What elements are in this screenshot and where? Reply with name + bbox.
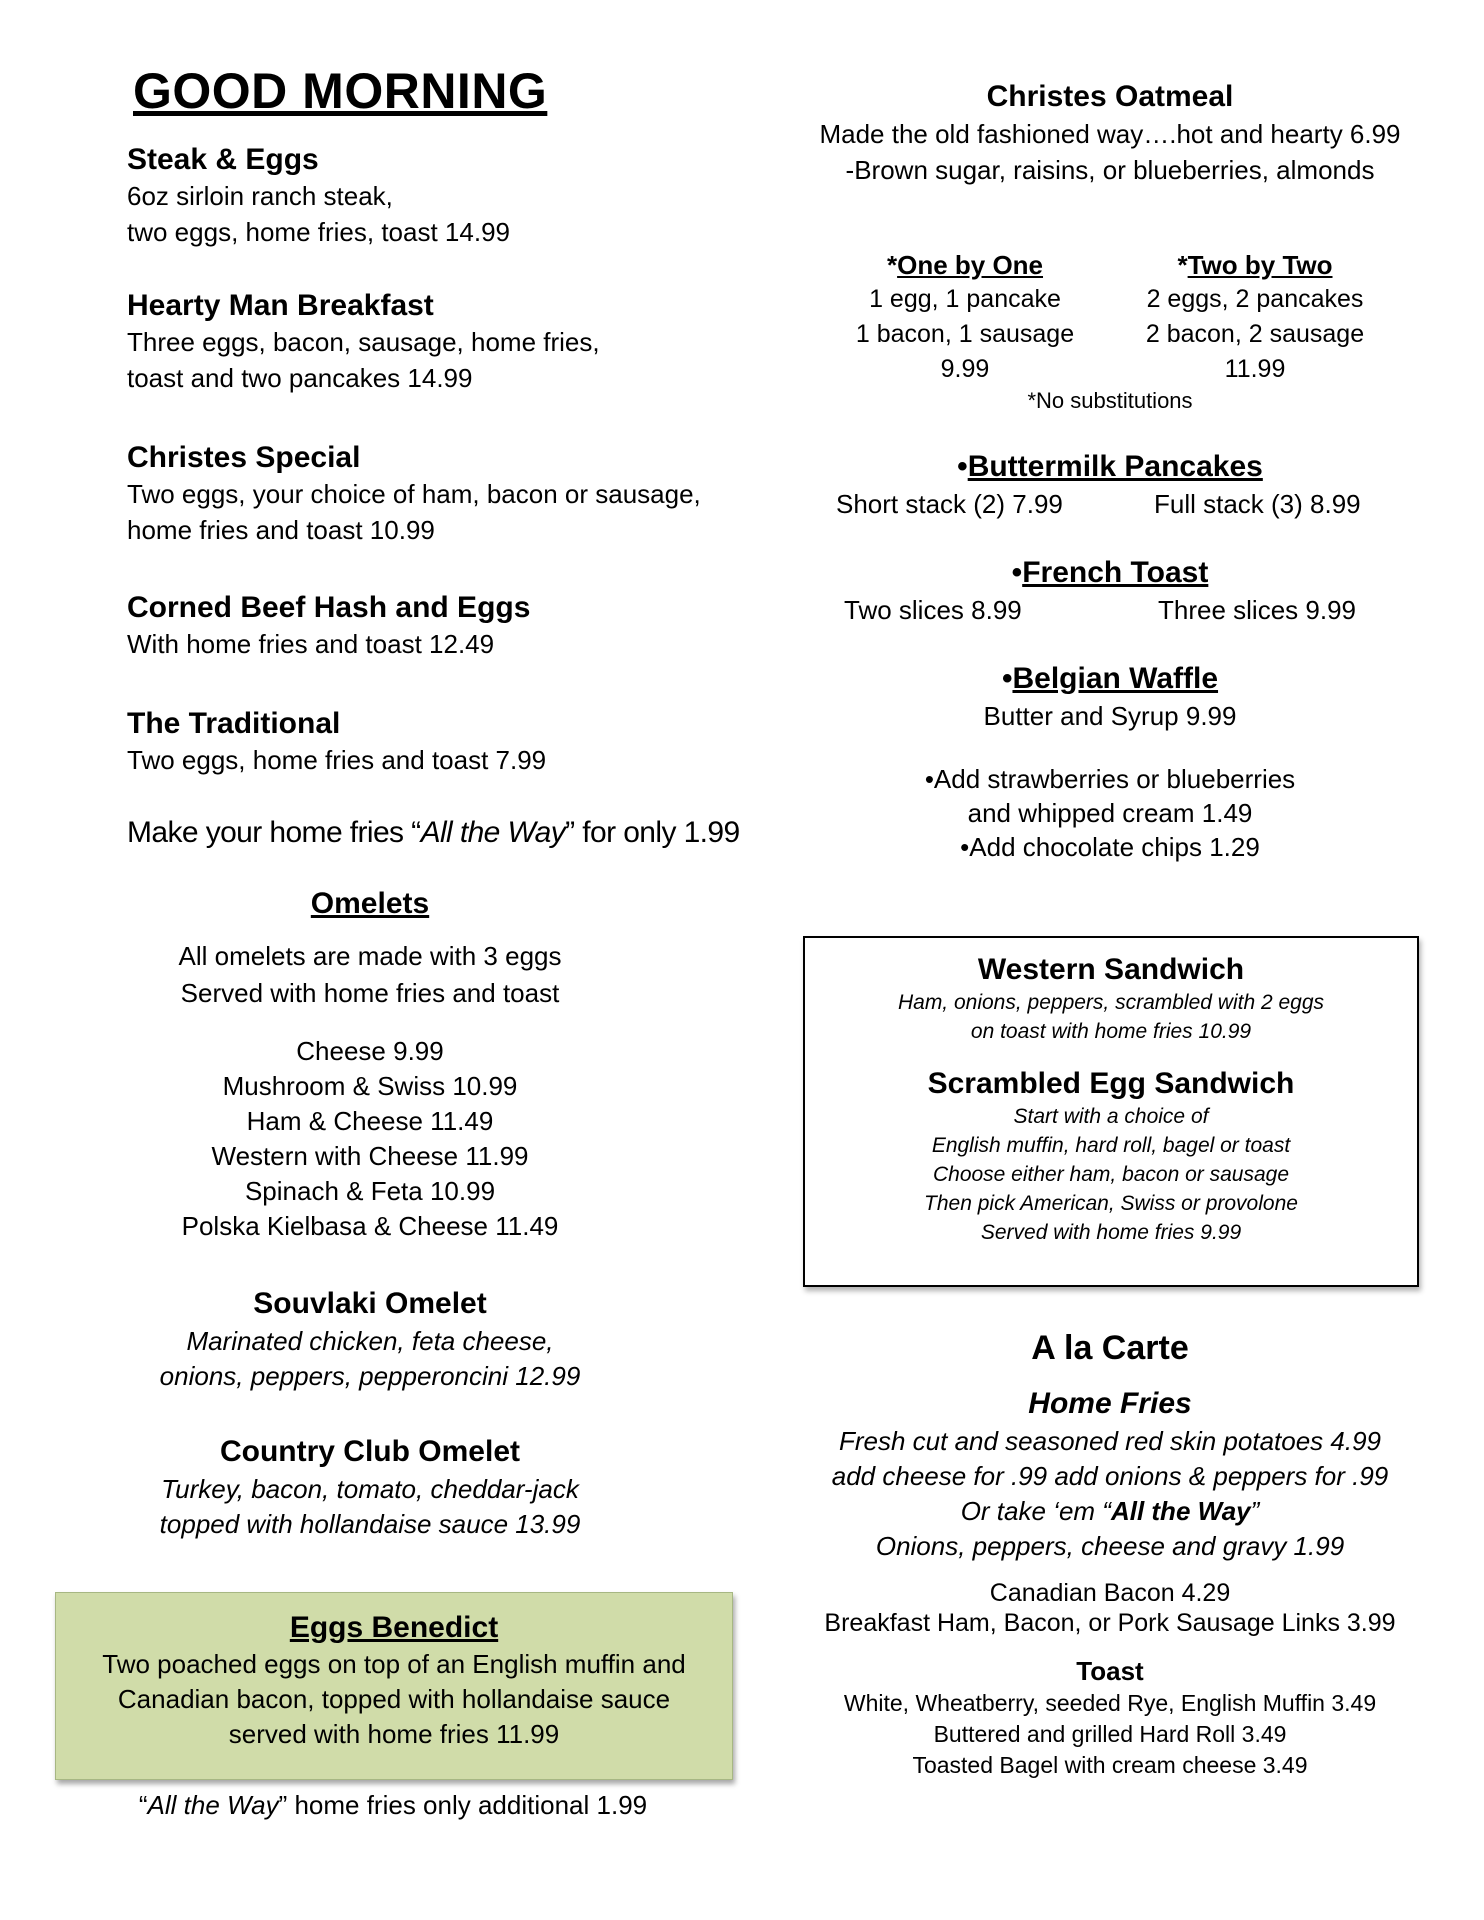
home-fries-line: Fresh cut and seasoned red skin potatoes 4.99 [838,1426,1381,1456]
fries-text: Or take ‘em “ [960,1496,1111,1526]
note-text: “ [138,1790,148,1820]
item-name: The Traditional [127,707,341,740]
item-desc: home fries and toast 10.99 [127,515,435,545]
note-emphasis: All the Way [147,1790,279,1820]
item-name: French Toast [1022,556,1209,589]
combo-price: 11.99 [1224,355,1286,383]
note-emphasis: All the Way [420,816,566,849]
fries-text: ” [1250,1496,1260,1526]
bullet: • [1011,556,1023,589]
item-desc: Ham, onions, peppers, scrambled with 2 eggs [897,991,1325,1014]
combo-star: * [1177,250,1188,280]
home-fries-upgrade-note [127,816,740,850]
item-desc: Turkey, bacon, tomato, cheddar-jack [161,1474,579,1504]
combo-name: One by One [897,250,1044,280]
price-option: Short stack (2) 7.99 [836,489,1063,519]
eggs-benedict-box [55,1592,733,1780]
combo-line: 2 eggs, 2 pancakes [1146,285,1364,313]
buttermilk-pancakes [800,448,1420,522]
omelet-item: Polska Kielbasa & Cheese 11.49 [181,1211,559,1241]
note-text: Make your home fries “ [127,816,421,849]
item-name: Western Sandwich [977,953,1245,986]
item-desc: 6oz sirloin ranch steak, [127,181,393,211]
item-desc: With home fries and toast 12.49 [127,629,495,659]
item-desc: Three eggs, bacon, sausage, home fries, [127,327,600,357]
item-desc: Start with a choice of [1013,1105,1209,1128]
bullet: • [1001,662,1013,695]
combo-line: 2 bacon, 2 sausage [1145,320,1365,348]
item-desc: -Brown sugar, raisins, or blueberries, almonds [845,155,1375,185]
price-option: Full stack (3) 8.99 [1154,489,1361,519]
waffle-addons [800,762,1420,864]
item-desc: onions, peppers, pepperoncini 12.99 [159,1361,581,1391]
item-name: Christes Oatmeal [986,80,1234,113]
item-desc: topped with hollandaise sauce 13.99 [159,1509,581,1539]
item-name: Corned Beef Hash and Eggs [127,591,531,624]
combo-line: 1 egg, 1 pancake [869,285,1061,313]
note-text: ” for only 1.99 [565,816,740,849]
a-la-carte-section [800,1328,1420,1781]
item-name: Steak & Eggs [127,143,319,176]
oatmeal-section [800,78,1420,188]
omelet-item: Cheese 9.99 [296,1036,444,1066]
toast-line: Toasted Bagel with cream cheese 3.49 [912,1752,1308,1778]
omelet-item: Western with Cheese 11.99 [211,1141,529,1171]
toast-line: White, Wheatberry, seeded Rye, English Muffin 3.49 [843,1690,1377,1716]
omelet-item: Mushroom & Swiss 10.99 [222,1071,518,1101]
addon-line: •Add chocolate chips 1.29 [960,832,1260,862]
omelet-item: Ham & Cheese 11.49 [246,1106,494,1136]
omelets-list [120,1034,620,1244]
item-desc: Choose either ham, bacon or sausage [932,1163,1290,1186]
intro-line: All omelets are made with 3 eggs [178,941,562,971]
note-text: ” home fries only additional 1.99 [278,1790,648,1820]
country-club-omelet [120,1432,620,1542]
bullet: • [957,450,968,483]
omelets-heading: Omelets [310,887,430,920]
combo-one-by-one [815,248,1115,387]
benedict-fries-note [55,1790,731,1821]
item-name: Country Club Omelet [219,1435,520,1468]
item-name: Christes Special [127,441,361,474]
item-desc: English muffin, hard roll, bagel or toast [931,1134,1291,1157]
omelet-item: Spinach & Feta 10.99 [244,1176,496,1206]
home-fries-heading: Home Fries [1028,1387,1192,1420]
item-name: Buttermilk Pancakes [967,450,1263,483]
item-desc: Butter and Syrup 9.99 [983,701,1237,731]
addon-line: and whipped cream 1.49 [967,798,1253,828]
toast-heading: Toast [1076,1656,1144,1686]
fries-emphasis: All the Way [1110,1496,1251,1526]
home-fries-line: Onions, peppers, cheese and gravy 1.99 [875,1531,1345,1561]
item-name: Hearty Man Breakfast [127,289,434,322]
belgian-waffle [800,660,1420,734]
meat-side-line: Breakfast Ham, Bacon, or Pork Sausage Links 3.99 [824,1609,1396,1637]
item-desc: toast and two pancakes 14.99 [127,363,473,393]
home-fries-line: add cheese for .99 add onions & peppers for .99 [831,1461,1389,1491]
a-la-carte-heading: A la Carte [1031,1329,1189,1367]
menu-title: GOOD MORNING [133,63,548,119]
menu-item-traditional [127,706,546,778]
item-desc: served with home fries 11.99 [228,1719,560,1749]
item-name: Scrambled Egg Sandwich [927,1067,1295,1100]
sandwiches-box [803,936,1419,1287]
combo-star: * [886,250,898,280]
no-substitutions-note: *No substitutions [1027,388,1193,413]
home-fries-line [800,1494,1420,1529]
item-desc: Two poached eggs on top of an English muffin and [102,1649,686,1679]
item-desc: Canadian bacon, topped with hollandaise sauce [117,1684,671,1714]
western-sandwich [805,952,1417,1046]
scrambled-egg-sandwich [805,1066,1417,1247]
souvlaki-omelet [120,1284,620,1394]
combo-name: Two by Two [1187,250,1333,280]
item-name: Souvlaki Omelet [253,1287,487,1320]
item-desc: Marinated chicken, feta cheese, [186,1326,554,1356]
item-name: Eggs Benedict [289,1611,499,1644]
item-desc: Made the old fashioned way….hot and hearty 6.99 [819,119,1401,149]
price-option: Three slices 9.99 [1158,595,1356,625]
menu-item-hearty-man [127,288,600,396]
item-desc: on toast with home fries 10.99 [970,1020,1252,1043]
french-toast [800,554,1420,628]
item-desc: two eggs, home fries, toast 14.99 [127,217,510,247]
combo-line: 1 bacon, 1 sausage [855,320,1075,348]
meat-side-line: Canadian Bacon 4.29 [989,1579,1231,1607]
menu-item-steak-eggs [127,142,510,250]
item-desc: Served with home fries 9.99 [980,1221,1242,1244]
item-desc: Then pick American, Swiss or provolone [924,1192,1298,1215]
omelets-intro [120,938,620,1012]
item-name: Belgian Waffle [1012,662,1219,695]
menu-item-christes-special [127,440,701,548]
combo-two-by-two [1105,248,1405,387]
toast-line: Buttered and grilled Hard Roll 3.49 [933,1721,1287,1747]
intro-line: Served with home fries and toast [180,978,560,1008]
item-desc: Two eggs, your choice of ham, bacon or sausage, [127,479,701,509]
combo-price: 9.99 [940,355,990,383]
item-desc: Two eggs, home fries and toast 7.99 [127,745,547,775]
omelets-section [120,884,620,1244]
price-option: Two slices 8.99 [844,595,1022,625]
addon-line: •Add strawberries or blueberries [924,764,1296,794]
menu-item-corned-beef [127,590,530,662]
